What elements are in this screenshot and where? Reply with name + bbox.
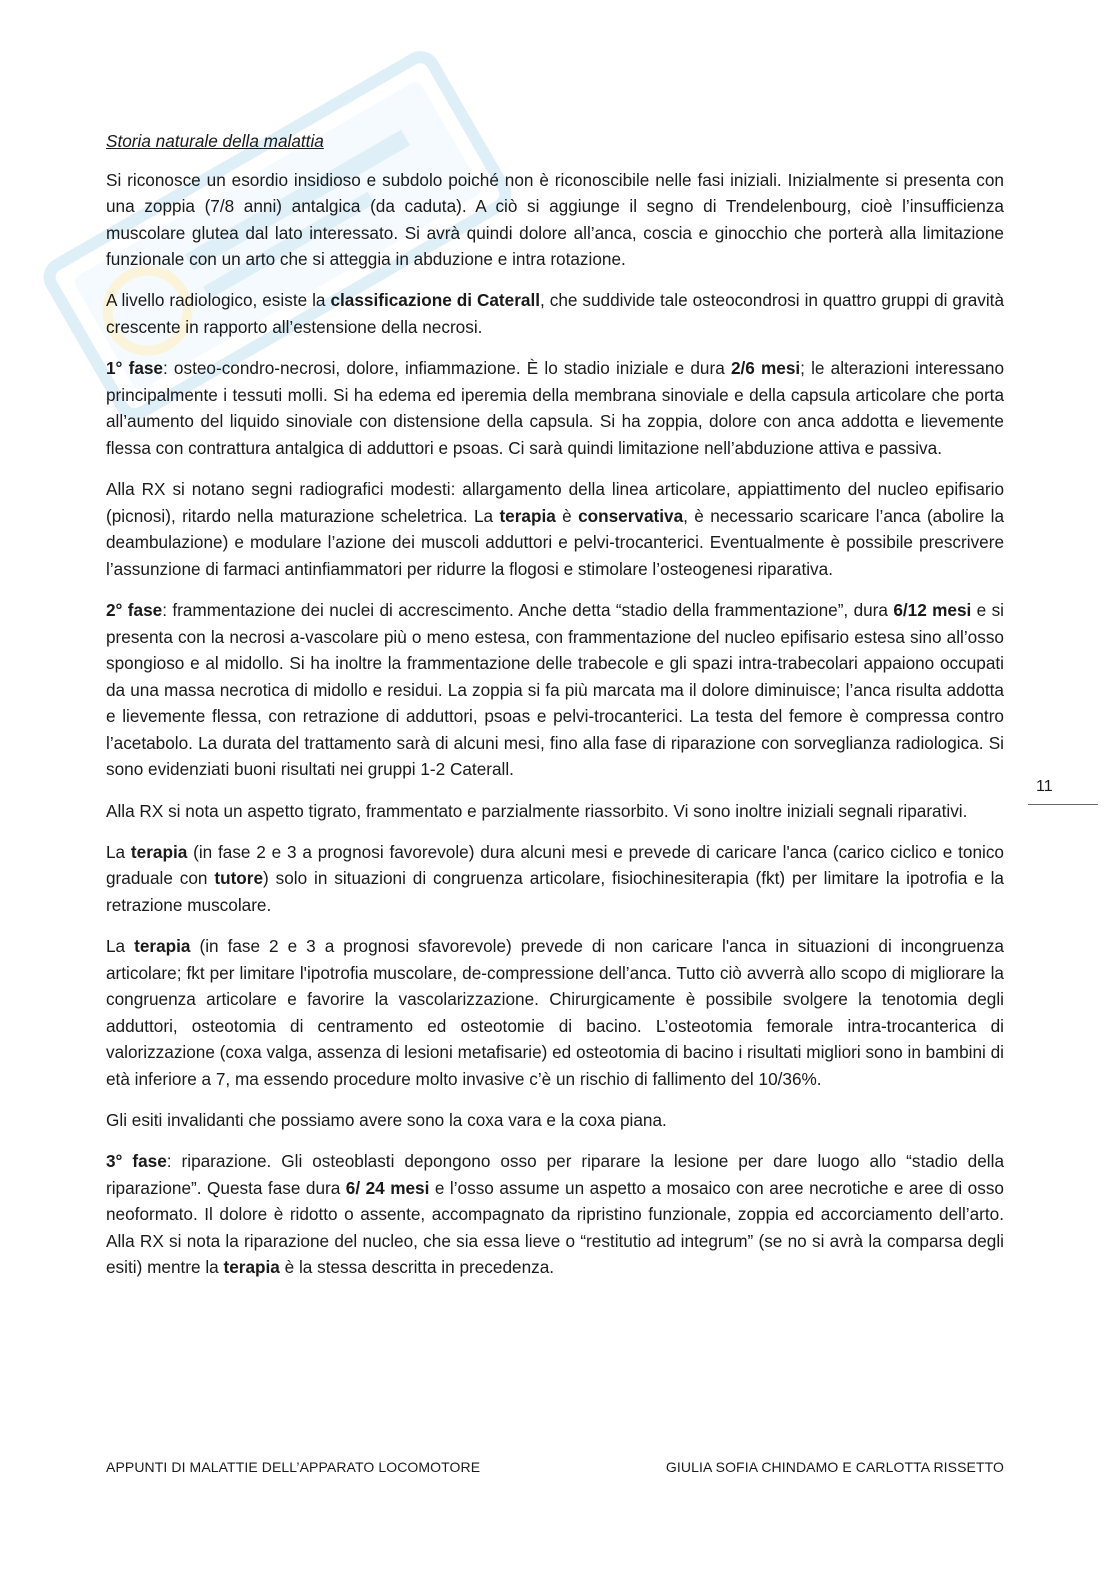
bold-term: 2° fase xyxy=(106,599,163,620)
bold-term: 2/6 mesi xyxy=(730,358,801,379)
bold-term: terapia xyxy=(223,1257,280,1278)
footer-authors: GIULIA SOFIA CHINDAMO E CARLOTTA RISSETTO xyxy=(665,1459,1004,1475)
bold-term: tutore xyxy=(214,868,264,889)
paragraph: 1° fase: osteo-condro-necrosi, dolore, infiammazione. È lo stadio iniziale e dura 2/6 mesi; le alterazioni interessano principalmente i tessuti molli. Si ha edema ed iperemia della membrana sinoviale e della capsula articolare che porta all’aumento del liquido sinoviale con distensione della capsula. Si ha zoppia, dolore con anca addotta e lievemente flessa con contrattura antalgica di adduttori e psoas. Ci sarà quindi limitazione nell’abduzione attiva e passiva. xyxy=(106,358,1005,458)
page-number-rule xyxy=(1028,804,1098,805)
bold-term: terapia xyxy=(134,935,191,956)
bold-term: terapia xyxy=(130,841,188,862)
bold-term: classificazione di Caterall xyxy=(330,290,540,311)
paragraph: 3° fase: riparazione. Gli osteoblasti depongono osso per riparare la lesione per dare luogo allo “stadio della riparazione”. Questa fase dura 6/ 24 mesi e l’osso assume un aspetto a mosaico con aree necrotiche e aree di osso neoformato. Il dolore è ridotto o assente, accompagnato da ripristino funzionale, zoppia ed accorciamento dell’arto. Alla RX si nota la riparazione del nucleo, che sia essa lieve o “restitutio ad integrum” (se no si avrà la comparsa degli esiti) mentre la terapia è la stessa descritta in precedenza. xyxy=(106,1151,1005,1278)
paragraph: A livello radiologico, esiste la classificazione di Caterall, che suddivide tale osteocondrosi in quattro gruppi di gravità crescente in rapporto all’estensione della necrosi. xyxy=(106,290,1004,338)
section-heading: Storia naturale della malattia xyxy=(106,131,324,151)
paragraph: 2° fase: frammentazione dei nuclei di accrescimento. Anche detta “stadio della frammentazione”, dura 6/12 mesi e si presenta con la necrosi a-vascolare più o meno estesa, con frammentazione del nucleo epifisario estesa sino all’osso spongioso e al midollo. Si ha inoltre la frammentazione delle trabecole e gli spazi intra-trabecolari appaiono occupati da una massa necrotica di midollo e residui. La zoppia si fa più marcata ma il dolore diminuisce; l’anca risulta addotta e lievemente flessa, con retrazione di adduttori, psoas e pelvi-trocanterici. La testa del femore è compressa contro l’acetabolo. La durata del trattamento sarà di alcuni mesi, fino alla fase di riparazione con sorveglianza radiologica. Si sono evidenziati buoni risultati nei gruppi 1-2 Caterall. xyxy=(106,599,1004,780)
bold-term: 6/12 mesi xyxy=(893,599,972,620)
footer-title: APPUNTI DI MALATTIE DELL’APPARATO LOCOMOTORE xyxy=(106,1459,481,1475)
paragraph: Gli esiti invalidanti che possiamo avere sono la coxa vara e la coxa piana. xyxy=(106,1110,667,1130)
paragraph: La terapia (in fase 2 e 3 a prognosi sfavorevole) prevede di non caricare l'anca in situazioni di incongruenza articolare; fkt per limitare l'ipotrofia muscolare, de-compressione dell’anca. Tutto ciò avverrà allo scopo di migliorare la congruenza articolare e favorire la vascolarizzazione. Chirurgicamente è possibile svolgere la tenotomia degli adduttori, osteotomia di centramento ed osteotomie di bacino. L’osteotomia femorale intra-trocanterica di valorizzazione (coxa valga, assenza di lesioni metafisarie) ed osteotomia di bacino i risultati migliori sono in bambini di età inferiore a 7, ma essendo procedure molto invasive c’è un rischio di fallimento del 10/36%. xyxy=(106,935,1005,1089)
document-body xyxy=(106,128,1004,1296)
paragraph: Alla RX si nota un aspetto tigrato, frammentato e parzialmente riassorbito. Vi sono inoltre iniziali segnali riparativi. xyxy=(106,800,968,821)
page-number: 11 xyxy=(1036,778,1053,795)
bold-term: terapia xyxy=(499,505,556,526)
bold-term: 3° fase xyxy=(106,1151,167,1172)
paragraph: Alla RX si notano segni radiografici modesti: allargamento della linea articolare, appiattimento del nucleo epifisario (picnosi), ritardo nella maturazione scheletrica. La terapia è conservativa, è necessario scaricare l’anca (abolire la deambulazione) e modulare l’azione dei muscoli adduttori e pelvi-trocanterici. Eventualmente è possibile prescrivere l’assunzione di farmaci antinfiammatori per ridurre la flogosi e stimolare l’osteogenesi riparativa. xyxy=(106,479,1004,579)
paragraph: Si riconosce un esordio insidioso e subdolo poiché non è riconoscibile nelle fasi iniziali. Inizialmente si presenta con una zoppia (7/8 anni) antalgica (da caduta). A ciò si aggiunge il segno di Trendelenbourg, cioè l’insufficienza muscolare glutea dal lato interessato. Si avrà quindi dolore all’anca, coscia e ginocchio che porterà alla limitazione funzionale con un arto che si atteggia in abduzione e intra rotazione. xyxy=(106,169,1004,270)
bold-term: conservativa xyxy=(578,505,684,526)
paragraph: La terapia (in fase 2 e 3 a prognosi favorevole) dura alcuni mesi e prevede di caricare l'anca (carico ciclico e tonico graduale con tutore) solo in situazioni di congruenza articolare, fisiochinesiterapia (fkt) per limitare la ipotrofia e la retrazione muscolare. xyxy=(106,841,1004,915)
bold-term: 1° fase xyxy=(106,358,163,379)
bold-term: 6/ 24 mesi xyxy=(345,1177,430,1198)
